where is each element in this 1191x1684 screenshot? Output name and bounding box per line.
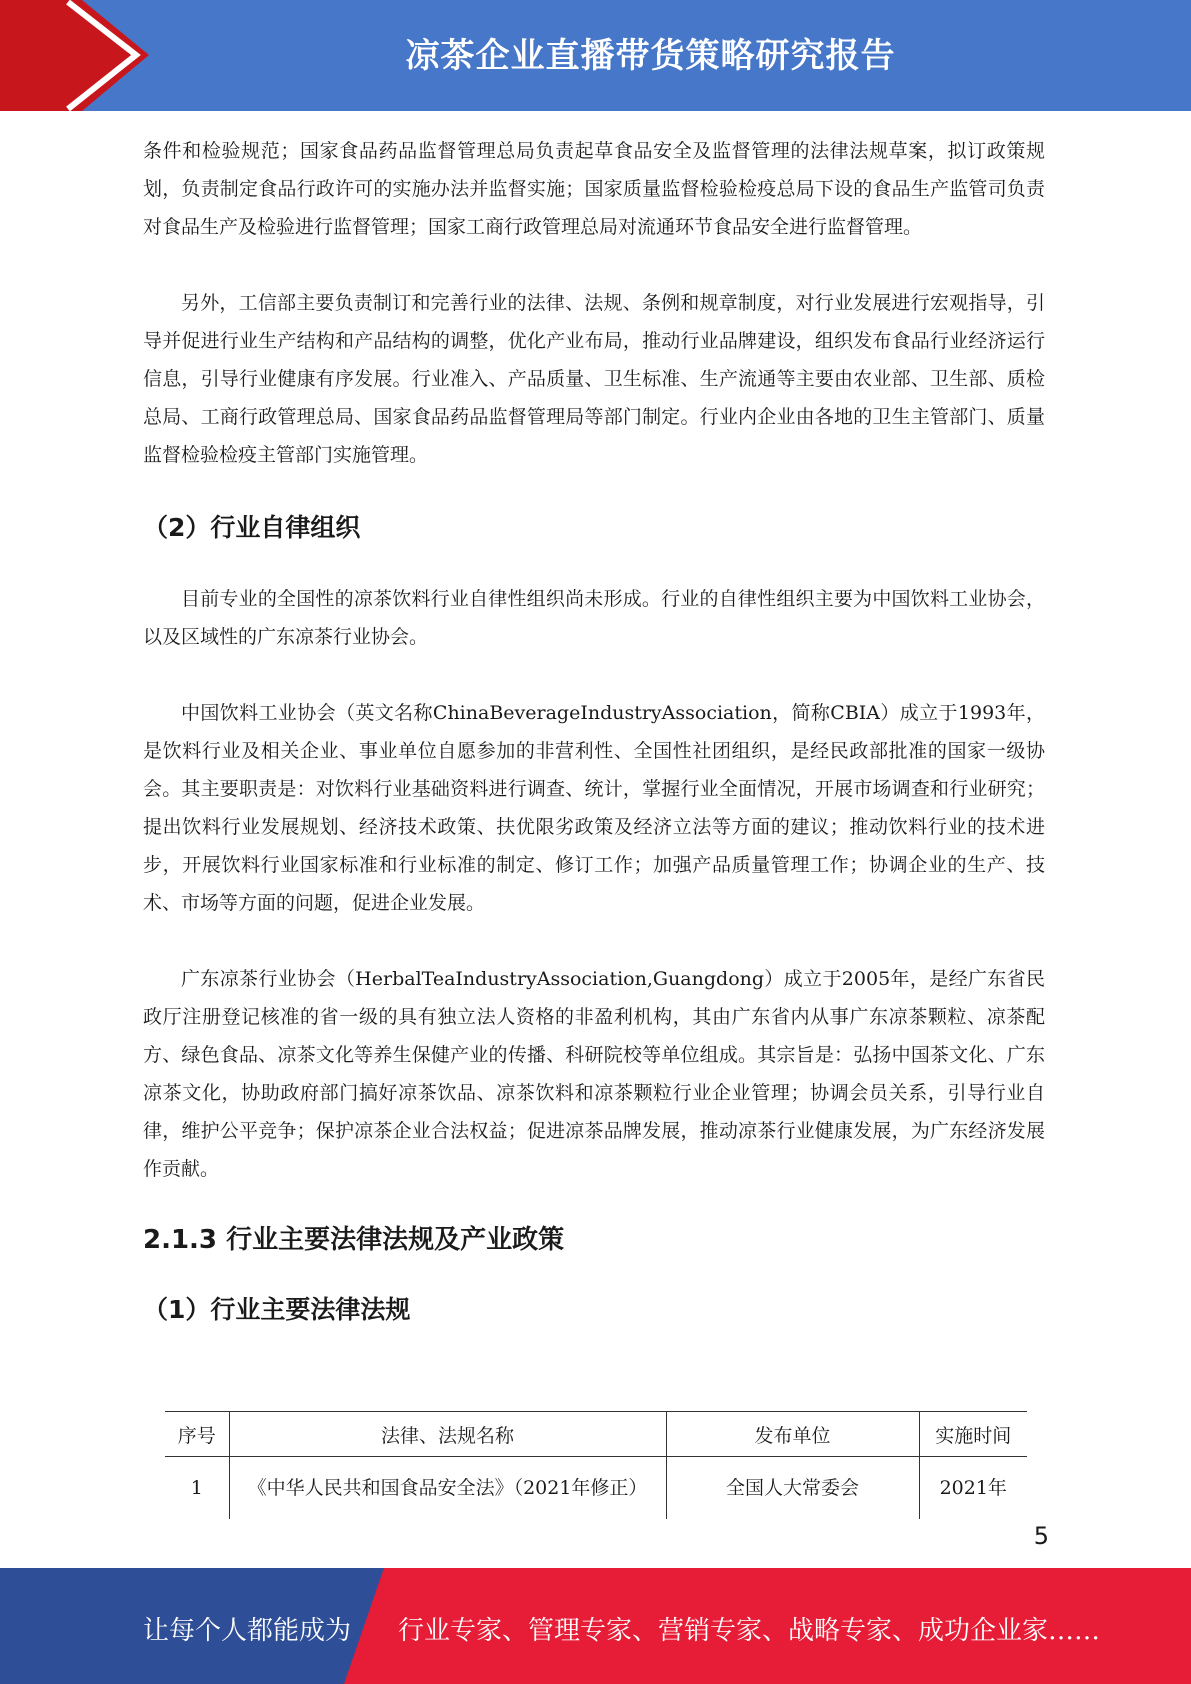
page-footer [0, 1568, 1191, 1684]
table-row [165, 1457, 1027, 1520]
table-header-row [165, 1412, 1027, 1457]
footer-slogan-right: 行业专家、管理专家、营销专家、战略专家、成功企业家…… [398, 1616, 1101, 1646]
cell-law-name: 《中华人民共和国食品安全法》（2021年修正） [229, 1457, 666, 1520]
report-title: 凉茶企业直播带货策略研究报告 [405, 36, 896, 76]
paragraph: 广东凉茶行业协会（HerbalTeaIndustryAssociation,Guangdong）成立于2005年，是经广东省民政厅注册登记核准的省一级的具有独立法人资格的非盈利机构，其由广东省内从事广东凉茶颗粒、凉茶配方、绿色食品、凉茶文化等养生保健产业的传播、科研院校等单位组成。其宗旨是：弘扬中国茶文化、广东凉茶文化，协助政府部门搞好凉茶饮品、凉茶饮料和凉茶颗粒行业企业管理；协调会员关系，引导行业自律，维护公平竞争；保护凉茶企业合法权益；促进凉茶品牌发展，推动凉茶行业健康发展，为广东经济发展作贡献。 [143, 968, 1045, 1180]
cell-issuer: 全国人大常委会 [666, 1457, 919, 1520]
footer-slogan-left: 让每个人都能成为 [143, 1616, 352, 1646]
column-header-issuer: 发布单位 [666, 1412, 919, 1457]
cell-effective-date: 2021年 [919, 1457, 1027, 1520]
cell-index: 1 [165, 1457, 229, 1520]
section-heading-self-regulation: （2）行业自律组织 [143, 513, 361, 542]
page-number: 5 [1033, 1522, 1049, 1550]
header-arrow-decoration [0, 0, 160, 111]
column-header-effective-date: 实施时间 [919, 1412, 1027, 1457]
laws-table [165, 1411, 1027, 1519]
section-heading-laws: 2.1.3 行业主要法律法规及产业政策 [143, 1225, 565, 1255]
subsection-heading-laws: （1）行业主要法律法规 [143, 1295, 411, 1324]
column-header-law-name: 法律、法规名称 [229, 1412, 666, 1457]
paragraph: 另外，工信部主要负责制订和完善行业的法律、法规、条例和规章制度，对行业发展进行宏观指导，引导并促进行业生产结构和产品结构的调整，优化产业布局，推动行业品牌建设，组织发布食品行业经济运行信息，引导行业健康有序发展。行业准入、产品质量、卫生标准、生产流通等主要由农业部、卫生部、质检总局、工商行政管理总局、国家食品药品监督管理局等部门制定。行业内企业由各地的卫生主管部门、质量监督检验检疫主管部门实施管理。 [143, 292, 1045, 466]
paragraph: 目前专业的全国性的凉茶饮料行业自律性组织尚未形成。行业的自律性组织主要为中国饮料工业协会，以及区域性的广东凉茶行业协会。 [143, 588, 1045, 648]
page-header [0, 0, 1191, 111]
document-body [143, 132, 1045, 1330]
column-header-index: 序号 [165, 1412, 229, 1457]
paragraph: 中国饮料工业协会（英文名称ChinaBeverageIndustryAssociation，简称CBIA）成立于1993年，是饮料行业及相关企业、事业单位自愿参加的非营利性、全国性社团组织，是经民政部批准的国家一级协会。其主要职责是：对饮料行业基础资料进行调查、统计，掌握行业全面情况，开展市场调查和行业研究；提出饮料行业发展规划、经济技术政策、扶优限劣政策及经济立法等方面的建议；推动饮料行业的技术进步，开展饮料行业国家标准和行业标准的制定、修订工作；加强产品质量管理工作；协调企业的生产、技术、市场等方面的问题，促进企业发展。 [143, 702, 1045, 914]
paragraph: 条件和检验规范；国家食品药品监督管理总局负责起草食品安全及监督管理的法律法规草案，拟订政策规划，负责制定食品行政许可的实施办法并监督实施；国家质量监督检验检疫总局下设的食品生产监管司负责对食品生产及检验进行监督管理；国家工商行政管理总局对流通环节食品安全进行监督管理。 [143, 140, 1045, 238]
